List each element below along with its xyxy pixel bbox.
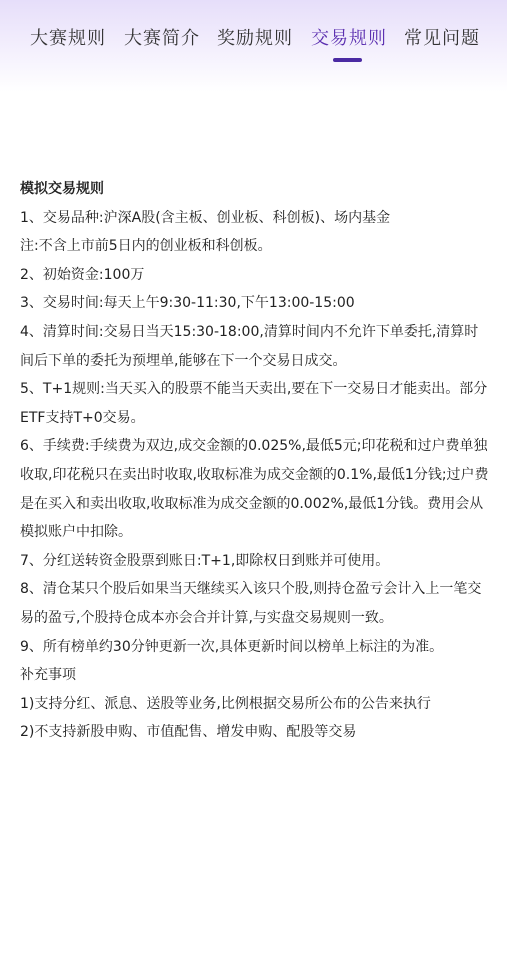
supplement-item: 1)支持分红、派息、送股等业务,比例根据交易所公布的公告来执行 [20, 695, 431, 712]
tab-trading-rules[interactable]: 交易规则 [311, 28, 387, 49]
rule-item: 3、交易时间:每天上午9:30-11:30,下午13:00-15:00 [20, 295, 355, 312]
tab-faq[interactable]: 常见问题 [404, 28, 480, 49]
rule-item: 9、所有榜单约30分钟更新一次,具体更新时间以榜单上标注的为准。 [20, 638, 444, 655]
tab-contest-intro[interactable]: 大赛简介 [124, 28, 200, 49]
tab-contest-rules[interactable]: 大赛规则 [30, 28, 106, 49]
tab-bar [0, 0, 507, 92]
rule-item: 注:不含上市前5日内的创业板和科创板。 [20, 238, 272, 255]
supplement-item: 2)不支持新股申购、市值配售、增发申购、配股等交易 [20, 724, 357, 741]
rule-item: 7、分红送转资金股票到账日:T+1,即除权日到账并可使用。 [20, 552, 390, 569]
rule-item: 6、手续费:手续费为双边,成交金额的0.025%,最低5元;印花税和过户费单独收取,印花税只在卖出时收取,收取标准为成交金额的0.1%,最低1分钱;过户费是在买入和卖出收取,收取标准为成交金额的0.002%,最低1分钱。费用会从模拟账户中扣除。 [20, 438, 489, 541]
rule-item: 8、清仓某只个股后如果当天继续买入该只个股,则持仓盈亏会计入上一笔交易的盈亏,个股持仓成本亦会合并计算,与实盘交易规则一致。 [20, 581, 482, 626]
rules-content [20, 175, 490, 747]
supplement-title: 补充事项 [20, 667, 76, 684]
rule-item: 4、清算时间:交易日当天15:30-18:00,清算时间内不允许下单委托,清算时间后下单的委托为预埋单,能够在下一个交易日成交。 [20, 323, 479, 369]
rules-heading: 模拟交易规则 [20, 181, 104, 197]
rule-item: 5、T+1规则:当天买入的股票不能当天卖出,要在下一交易日才能卖出。部分ETF支持T+0交易。 [20, 381, 488, 426]
tab-reward-rules[interactable]: 奖励规则 [217, 28, 293, 49]
rule-item: 1、交易品种:沪深A股(含主板、创业板、科创板)、场内基金 [20, 209, 391, 226]
active-tab-indicator [333, 58, 362, 62]
rule-item: 2、初始资金:100万 [20, 266, 145, 283]
